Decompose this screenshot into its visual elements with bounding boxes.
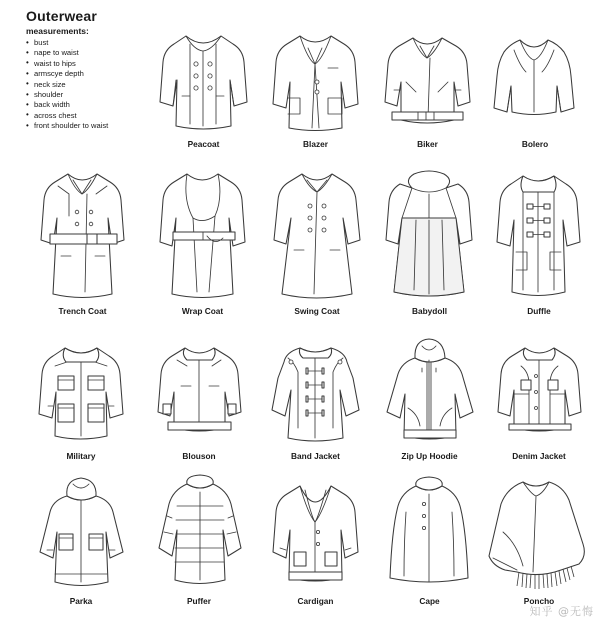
garment-peacoat: [146, 20, 261, 149]
biker-illustration: [370, 20, 485, 138]
measurements-label: measurements:: [26, 26, 89, 36]
garment-band-jacket: [258, 332, 373, 461]
garment-label: Duffle: [527, 306, 551, 316]
parka-illustration: [25, 470, 137, 595]
list-item: • armscye depth: [26, 69, 152, 79]
blazer-illustration: [258, 20, 373, 138]
list-item: • nape to waist: [26, 48, 152, 58]
babydoll-illustration: [372, 160, 487, 305]
garment-trench-coat: [25, 160, 140, 316]
garment-label: Cape: [419, 596, 440, 606]
garment-denim-jacket: [483, 332, 595, 461]
list-item: • waist to hips: [26, 59, 152, 69]
garment-poncho: [483, 470, 595, 606]
denim-jacket-illustration: [483, 332, 595, 450]
list-item: • neck size: [26, 80, 152, 90]
garment-label: Swing Coat: [294, 306, 340, 316]
garment-label: Blazer: [303, 139, 328, 149]
garment-label: Denim Jacket: [512, 451, 566, 461]
military-illustration: [25, 332, 137, 450]
garment-parka: [25, 470, 137, 606]
garment-label: Blouson: [182, 451, 216, 461]
list-item: • across chest: [26, 111, 152, 121]
garment-label: Trench Coat: [58, 306, 107, 316]
garment-label: Puffer: [187, 596, 211, 606]
list-item: • back width: [26, 100, 152, 110]
peacoat-illustration: [146, 20, 261, 138]
garment-swing-coat: [258, 160, 376, 316]
garment-label: Poncho: [523, 596, 555, 606]
bolero-illustration: [480, 20, 590, 138]
band-jacket-illustration: [258, 332, 373, 450]
garment-cape: [372, 470, 487, 606]
garment-label: Bolero: [521, 139, 549, 149]
list-item: • bust: [26, 38, 152, 48]
garment-label: Band Jacket: [291, 451, 340, 461]
garment-bolero: [480, 20, 590, 149]
wrap-coat-illustration: [145, 160, 260, 305]
garment-label: Cardigan: [297, 596, 334, 606]
garment-label: Parka: [69, 596, 93, 606]
garment-duffle: [483, 160, 595, 316]
garment-label: Zip Up Hoodie: [401, 451, 458, 461]
garment-biker: [370, 20, 485, 149]
garment-military: [25, 332, 137, 461]
garment-zip-up-hoodie: [372, 332, 487, 461]
garment-label: Peacoat: [187, 139, 220, 149]
garment-label: Biker: [417, 139, 438, 149]
garment-blouson: [143, 332, 255, 461]
garment-label: Wrap Coat: [181, 306, 224, 316]
cardigan-illustration: [258, 470, 373, 595]
cape-illustration: [372, 470, 487, 595]
garment-blazer: [258, 20, 373, 149]
watermark: 知乎 @无悔: [529, 605, 594, 618]
garment-wrap-coat: [145, 160, 260, 316]
poncho-illustration: [483, 470, 595, 595]
garment-label: Babydoll: [411, 306, 448, 316]
trench-coat-illustration: [25, 160, 140, 305]
list-item: • front shoulder to waist: [26, 121, 152, 131]
title-block: [26, 8, 152, 132]
measurements-list: [26, 38, 152, 132]
puffer-illustration: [143, 470, 255, 595]
zip-up-hoodie-illustration: [372, 332, 487, 450]
garment-cardigan: [258, 470, 373, 606]
garment-label: Military: [66, 451, 96, 461]
blouson-illustration: [143, 332, 255, 450]
garment-babydoll: [372, 160, 487, 316]
page-title: Outerwear: [26, 8, 98, 24]
list-item: • shoulder: [26, 90, 152, 100]
duffle-illustration: [483, 160, 595, 305]
garment-puffer: [143, 470, 255, 606]
swing-coat-illustration: [258, 160, 376, 305]
